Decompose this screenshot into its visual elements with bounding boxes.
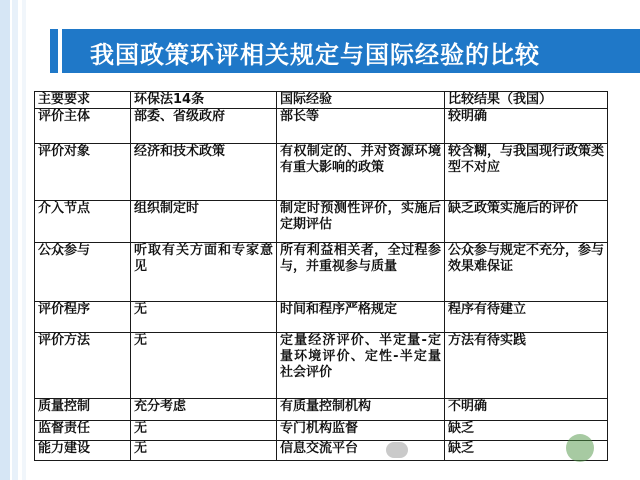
header-cell: 比较结果（我国） [445,92,608,109]
table-cell: 公众参与规定不充分，参与效果难保证 [445,243,608,302]
table-cell: 能力建设 [35,441,131,461]
table-row [35,109,608,144]
table-cell: 公众参与 [35,243,131,302]
table-row [35,243,608,302]
table-cell: 所有利益相关者，全过程参与，并重视参与质量 [277,243,445,302]
table-cell: 缺乏 [445,421,608,441]
table-cell: 充分考虑 [131,399,277,421]
chat-bubble-icon [386,442,408,458]
table-cell: 部长等 [277,109,445,144]
table-cell: 部委、省级政府 [131,109,277,144]
table-cell: 制定时预测性评价，实施后定期评估 [277,201,445,243]
comparison-table [34,91,608,461]
table-cell: 评价对象 [35,144,131,201]
table-cell: 时间和程序严格规定 [277,302,445,333]
table-cell: 缺乏政策实施后的评价 [445,201,608,243]
table-cell: 无 [131,302,277,333]
decor-strip-2 [12,0,18,480]
table-cell: 专门机构监督 [277,421,445,441]
table-cell: 较明确 [445,109,608,144]
wechat-logo-watermark-icon [386,434,636,474]
header-cell: 国际经验 [277,92,445,109]
table-cell: 无 [131,333,277,399]
decor-strip-3 [22,0,26,480]
table-row [35,302,608,333]
table-cell: 无 [131,441,277,461]
table-cell: 不明确 [445,399,608,421]
table-cell: 方法有待实践 [445,333,608,399]
emblem-icon [566,434,594,462]
table-cell: 较含糊，与我国现行政策类型不对应 [445,144,608,201]
table-cell: 无 [131,421,277,441]
table-cell: 评价主体 [35,109,131,144]
title-accent [50,29,58,73]
header-cell: 主要要求 [35,92,131,109]
table-cell: 缺乏 [445,441,608,461]
table-cell: 听取有关方面和专家意见 [131,243,277,302]
table-cell: 有质量控制机构 [277,399,445,421]
table-header-row [35,92,608,109]
table-cell: 质量控制 [35,399,131,421]
table-row [35,201,608,243]
table-cell: 定量经济评价、半定量-定量环境评价、定性-半定量社会评价 [277,333,445,399]
table-cell: 有权制定的、并对资源环境有重大影响的政策 [277,144,445,201]
table-row [35,144,608,201]
table-cell: 评价方法 [35,333,131,399]
header-cell: 环保法14条 [131,92,277,109]
table-cell: 信息交流平台 [277,441,445,461]
table-cell: 组织制定时 [131,201,277,243]
table-row [35,333,608,399]
slide-title: 我国政策环评相关规定与国际经验的比较 [90,41,540,69]
table-cell: 评价程序 [35,302,131,333]
table-cell: 介入节点 [35,201,131,243]
table-cell: 程序有待建立 [445,302,608,333]
decor-strip-1 [0,0,10,480]
table-cell: 监督责任 [35,421,131,441]
table-row [35,399,608,421]
table-cell: 经济和技术政策 [131,144,277,201]
